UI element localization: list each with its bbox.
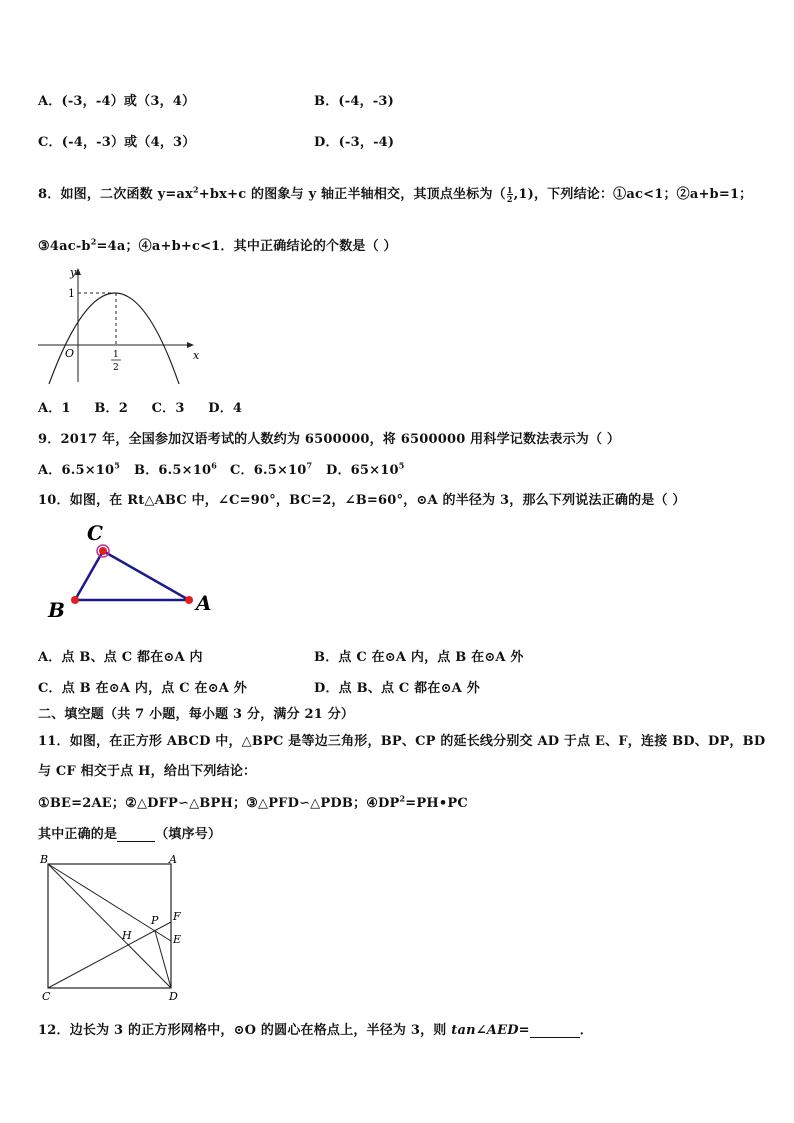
- q10-option-d: D．点 B、点 C 都在⊙A 外: [314, 681, 480, 696]
- label-f: F: [173, 910, 181, 923]
- q7-option-a: A．(-3，-4）或（3，4）: [38, 94, 196, 109]
- label-h: H: [122, 929, 132, 942]
- label-b: B: [40, 853, 49, 866]
- q7-option-c: C．(-4，-3）或（4，3）: [38, 135, 196, 150]
- label-b: B: [48, 598, 65, 622]
- q8-stem-line2: $③4ac-b^2=4a$；④a+b+c<1．其中正确结论的个数是（ ）: [38, 236, 397, 254]
- q11-stem-line1: 11．如图，在正方形 ABCD 中，△BPC 是等边三角形，BP、CP 的延长线分别交 AD 于点 E、F，连接 BD、DP，BD: [38, 734, 766, 749]
- q10-option-b: B．点 C 在⊙A 内，点 B 在⊙A 外: [314, 650, 524, 665]
- label-a: A: [169, 853, 177, 866]
- origin-label: O: [65, 347, 75, 360]
- q9-option-b: B．$6.5\times 10^6$: [134, 460, 217, 478]
- line-be: [48, 864, 171, 941]
- q12-answer-blank[interactable]: [530, 1025, 580, 1038]
- point-c: [99, 547, 107, 555]
- q9-option-d: D．$65\times 10^5$: [326, 460, 405, 478]
- q7-option-d: D．(-3，-4): [314, 135, 395, 150]
- point-b: [71, 596, 79, 604]
- y-label: y: [70, 266, 77, 279]
- triangle-abc: [75, 551, 189, 600]
- q10-triangle-figure: [44, 518, 224, 623]
- line-cf: [48, 922, 171, 988]
- x-label: x: [193, 349, 200, 362]
- x-axis-arrow: [187, 342, 194, 348]
- q9-option-c: C．$6.5\times 10^7$: [230, 460, 313, 478]
- q10-option-c: C．点 B 在⊙A 内，点 C 在⊙A 外: [38, 681, 247, 696]
- label-p: P: [151, 914, 159, 927]
- q11-conclusions: ①BE=2AE；②△DFP∽△BPH；③△PFD∽△PDB；$④DP^2=PH•PC$: [38, 793, 468, 811]
- q11-answer-blank[interactable]: [117, 829, 155, 842]
- one-label: 1: [68, 287, 75, 300]
- q9-option-a: A．$6.5\times 10^5$: [38, 460, 121, 478]
- label-e: E: [173, 933, 182, 946]
- label-c: C: [42, 990, 51, 1003]
- label-c: C: [87, 521, 103, 545]
- q7-option-b: B．(-4，-3): [314, 94, 394, 109]
- q10-option-a: A．点 B、点 C 都在⊙A 内: [38, 650, 203, 665]
- q9-stem: 9．2017 年，全国参加汉语考试的人数约为 6500000，将 6500000 用科学记数法表示为（ ）: [38, 432, 621, 447]
- label-d: D: [169, 990, 178, 1003]
- q12-stem: 12．边长为 3 的正方形网格中，⊙O 的圆心在格点上，半径为 3，则 tan∠AED= ．: [38, 1023, 593, 1038]
- half-denominator: 2: [113, 363, 119, 373]
- q8-stem-line1: 8．如图，二次函数 $y=ax^2+bx+c$ 的图象与 y 轴正半轴相交，其顶点坐标为（ $\frac{1}{2}$ ,1)，下列结论：①ac<1；②a+b=1；: [38, 184, 753, 204]
- q11-square-figure: [38, 852, 188, 1007]
- section-2-heading: 二、填空题（共 7 小题，每小题 3 分，满分 21 分）: [38, 707, 355, 722]
- q11-stem-line2: 与 CF 相交于点 H，给出下列结论：: [38, 764, 257, 779]
- q8-options: A．1 B．2 C．3 D．4: [38, 401, 243, 416]
- q8-fraction-half: $\frac{1}{2}$: [506, 185, 513, 204]
- point-a: [185, 596, 193, 604]
- half-numerator: 1: [113, 350, 119, 360]
- q8-parabola-graph: [36, 262, 206, 387]
- label-a: A: [196, 591, 212, 615]
- q10-stem: 10．如图，在 Rt△ABC 中，∠C=90°，BC=2，∠B=60°，⊙A 的半径为 3，那么下列说法正确的是（ ）: [38, 493, 686, 508]
- q11-answer-prompt: 其中正确的是 （填序号）: [38, 827, 222, 842]
